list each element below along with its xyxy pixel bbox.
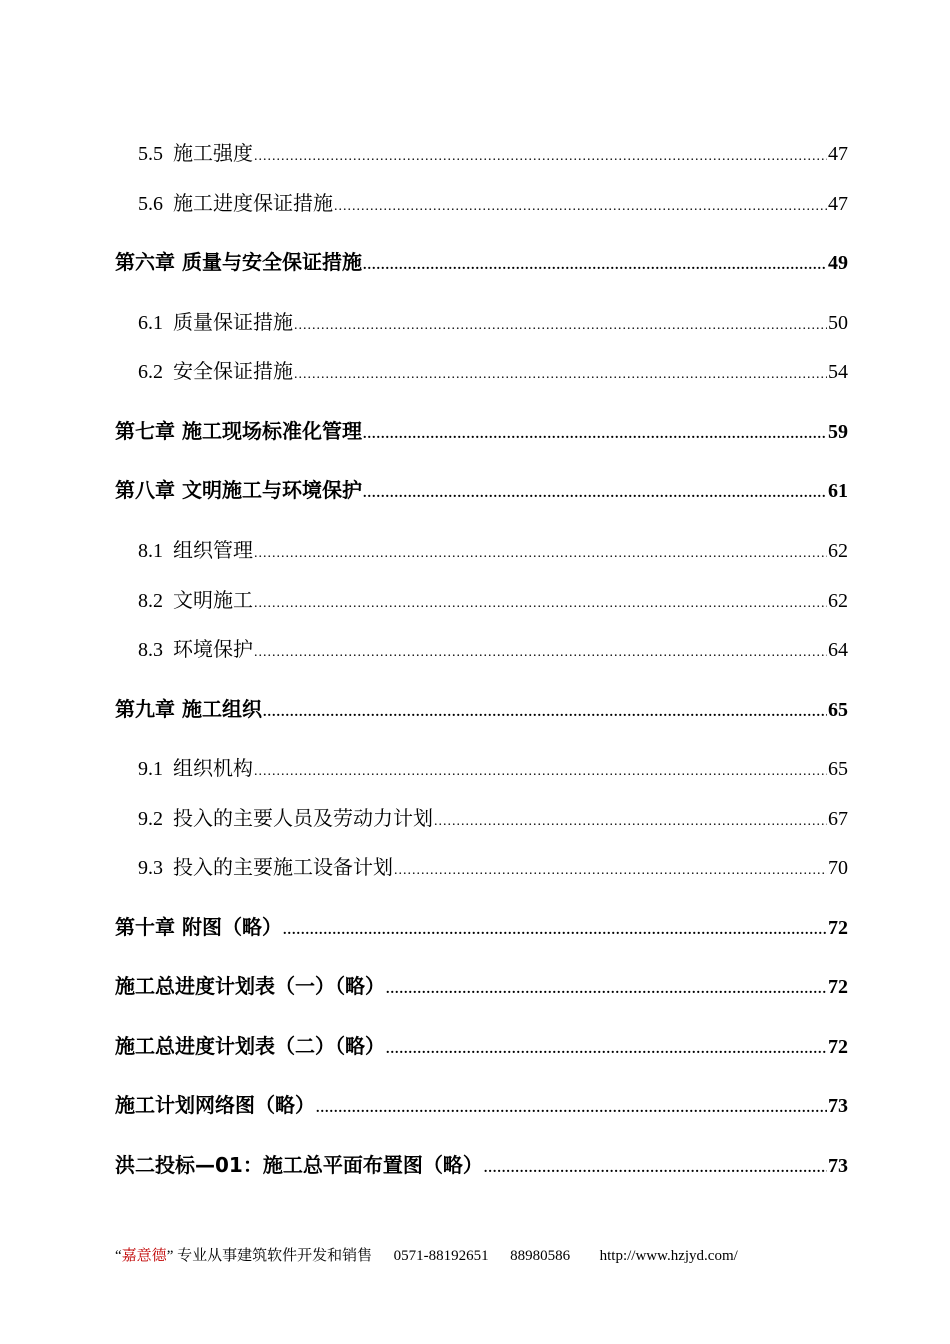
- toc-chapter-title: 施工计划网络图（略）: [115, 1093, 315, 1117]
- toc-chapter-entry[interactable]: [115, 246, 848, 275]
- toc-entry-page: 65: [828, 758, 848, 780]
- toc-dot-leader: [363, 486, 827, 502]
- toc-dot-leader: [254, 764, 827, 780]
- toc-chapter-title: 第六章 质量与安全保证措施: [115, 250, 362, 274]
- footer-phone-1: 0571-88192651: [393, 1248, 489, 1264]
- toc-entry[interactable]: [138, 633, 848, 662]
- toc-entry-page: 72: [828, 976, 848, 998]
- toc-entry-title: 组织机构: [173, 756, 253, 780]
- toc-chapter-entry[interactable]: [115, 474, 848, 503]
- toc-entry-number: 5.6: [138, 193, 163, 215]
- toc-entry-number: 5.5: [138, 143, 163, 165]
- toc-entry[interactable]: [138, 802, 848, 831]
- toc-entry-title: 质量保证措施: [173, 310, 293, 334]
- toc-chapter-title: 施工总进度计划表（二）（略）: [115, 1034, 385, 1058]
- toc-dot-leader: [434, 814, 827, 830]
- toc-entry[interactable]: [138, 752, 848, 781]
- toc-chapter-title: 第九章 施工组织: [115, 697, 262, 721]
- toc-entry-title: 投入的主要施工设备计划: [173, 855, 393, 879]
- toc-entry-number: 9.1: [138, 758, 163, 780]
- toc-dot-leader: [254, 149, 827, 165]
- toc-chapter-entry[interactable]: [115, 693, 848, 722]
- footer-brand: 嘉意德: [121, 1248, 167, 1264]
- toc-entry-page: 70: [828, 857, 848, 879]
- toc-entry[interactable]: [138, 355, 848, 384]
- toc-entry-page: 54: [828, 361, 848, 383]
- toc-dot-leader: [283, 923, 827, 939]
- toc-entry[interactable]: [138, 306, 848, 335]
- toc-entry-page: 49: [828, 252, 848, 274]
- toc-entry[interactable]: [138, 187, 848, 216]
- toc-entry-number: 8.2: [138, 590, 163, 612]
- footer-quote-close: ”: [166, 1248, 174, 1264]
- toc-dot-leader: [294, 318, 827, 334]
- toc-chapter-title: 洪二投标—01：施工总平面布置图（略）: [115, 1153, 483, 1177]
- toc-entry-title: 施工强度: [173, 141, 253, 165]
- footer-quote-open: “: [115, 1248, 122, 1264]
- toc-entry-title: 文明施工: [173, 588, 253, 612]
- toc-chapter-title: 第十章 附图（略）: [115, 915, 282, 939]
- toc-dot-leader: [254, 596, 827, 612]
- toc-dot-leader: [294, 367, 827, 383]
- toc-entry-page: 64: [828, 639, 848, 661]
- toc-entry-page: 61: [828, 480, 848, 502]
- toc-dot-leader: [363, 258, 827, 274]
- toc-chapter-title: 第七章 施工现场标准化管理: [115, 419, 362, 443]
- toc-entry[interactable]: [138, 137, 848, 166]
- toc-chapter-entry[interactable]: [115, 970, 848, 999]
- toc-dot-leader: [263, 705, 827, 721]
- toc-entry-page: 73: [828, 1155, 848, 1177]
- toc-entry-number: 6.1: [138, 312, 163, 334]
- toc-entry[interactable]: [138, 534, 848, 563]
- toc-entry-page: 72: [828, 1036, 848, 1058]
- toc-entry[interactable]: [138, 584, 848, 613]
- toc-dot-leader: [316, 1101, 827, 1117]
- toc-entry-page: 47: [828, 143, 848, 165]
- toc-entry-title: 安全保证措施: [173, 359, 293, 383]
- toc-dot-leader: [386, 1042, 827, 1058]
- toc-chapter-entry[interactable]: [115, 911, 848, 940]
- toc-entry-page: 62: [828, 540, 848, 562]
- toc-entry-number: 8.1: [138, 540, 163, 562]
- toc-dot-leader: [254, 645, 827, 661]
- footer-phone-2: 88980586: [510, 1248, 571, 1264]
- toc-dot-leader: [394, 863, 827, 879]
- toc-dot-leader: [254, 546, 827, 562]
- footer-slogan: 专业从事建筑软件开发和销售: [177, 1248, 373, 1264]
- toc-entry-number: 9.3: [138, 857, 163, 879]
- toc-dot-leader: [484, 1161, 827, 1177]
- page-footer: [115, 1244, 738, 1265]
- toc-entry-page: 47: [828, 193, 848, 215]
- toc-entry-page: 73: [828, 1095, 848, 1117]
- toc-chapter-entry[interactable]: [115, 1030, 848, 1059]
- toc-entry[interactable]: [138, 851, 848, 880]
- toc-entry-title: 投入的主要人员及劳动力计划: [173, 806, 433, 830]
- toc-dot-leader: [363, 427, 827, 443]
- footer-url-link[interactable]: http://www.hzjyd.com/: [599, 1248, 738, 1264]
- toc-entry-page: 62: [828, 590, 848, 612]
- toc-chapter-entry[interactable]: [115, 1149, 848, 1178]
- toc-entry-title: 组织管理: [173, 538, 253, 562]
- toc-chapter-entry[interactable]: [115, 415, 848, 444]
- toc-chapter-entry[interactable]: [115, 1089, 848, 1118]
- toc-dot-leader: [386, 982, 827, 998]
- toc-entry-page: 59: [828, 421, 848, 443]
- toc-entry-number: 6.2: [138, 361, 163, 383]
- toc-entry-number: 8.3: [138, 639, 163, 661]
- toc-entry-title: 施工进度保证措施: [173, 191, 333, 215]
- toc-chapter-title: 第八章 文明施工与环境保护: [115, 478, 362, 502]
- toc-entry-number: 9.2: [138, 808, 163, 830]
- toc-chapter-title: 施工总进度计划表（一）（略）: [115, 974, 385, 998]
- toc-entry-title: 环境保护: [173, 637, 253, 661]
- toc-dot-leader: [334, 199, 827, 215]
- toc-entry-page: 67: [828, 808, 848, 830]
- toc-entry-page: 72: [828, 917, 848, 939]
- toc-entry-page: 50: [828, 312, 848, 334]
- toc-entry-page: 65: [828, 699, 848, 721]
